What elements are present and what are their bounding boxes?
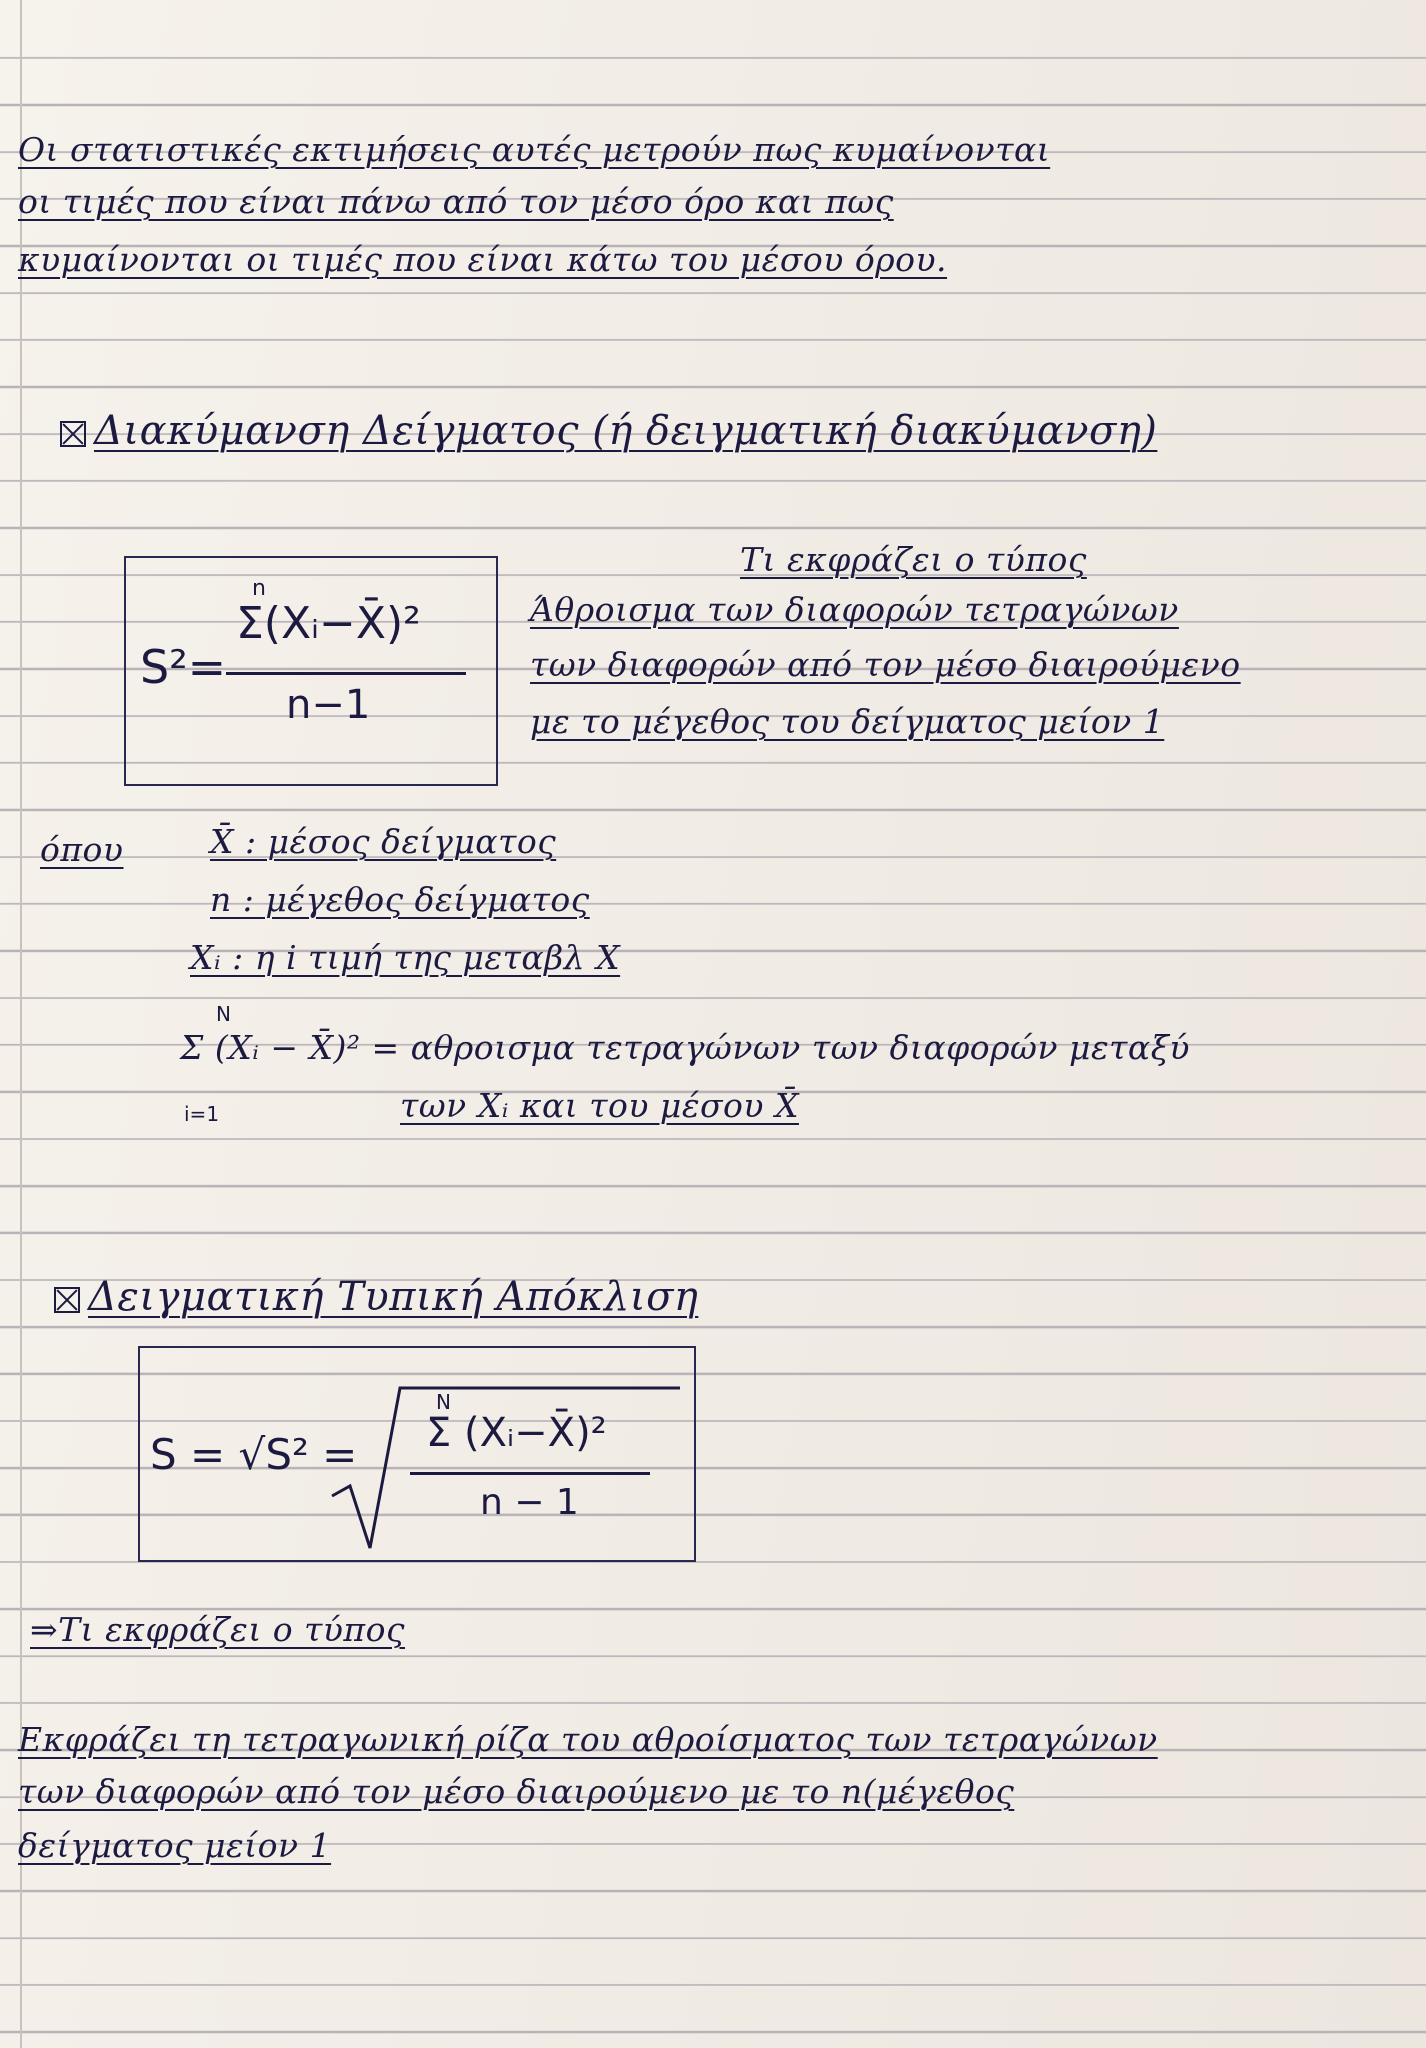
section-2-title: Δειγματική Τυπική Απόκλιση [88,1274,699,1320]
variance-sum-upper: n [252,576,266,601]
std-dev-denominator: n − 1 [480,1482,579,1523]
std-dev-explain-line-1: Εκφράζει τη τετραγωνική ρίζα του αθροίσματος των τετραγώνων [18,1720,1158,1759]
variance-explain-line-3: με το μέγεθος του δείγματος μείον 1 [530,702,1165,741]
variance-numerator: Σ(Xᵢ−X̄)² [236,598,421,649]
sum-def-expression-line-2: των Xᵢ και του μέσου X̄ [400,1086,799,1125]
checkbox-icon [60,421,86,447]
sum-def-expression: Σ (Xᵢ − X̄)² = αθροισμα τετραγώνων των διαφορών μεταξύ [180,1028,1190,1067]
section-1-heading [60,408,1157,454]
intro-line-3: κυμαίνονται οι τιμές που είναι κάτω του μέσου όρου. [18,240,948,279]
std-dev-formula-box [138,1346,696,1562]
variance-fraction-bar [226,672,466,675]
std-dev-explain-line-3: δείγματος μείον 1 [18,1826,332,1865]
intro-line-2: οι τιμές που είναι πάνω από τον μέσο όρο και πως [18,182,894,221]
def-xi: Xᵢ : η i τιμή της μεταβλ X [190,938,621,977]
section-1-title: Διακύμανση Δείγματος (ή δειγματική διακύμανση) [94,408,1158,454]
variance-explain-line-1: Άθροισμα των διαφορών τετραγώνων [530,590,1179,629]
variance-explain-title: Τι εκφράζει ο τύπος [740,540,1087,579]
std-dev-explain-line-2: των διαφορών από τον μέσο διαιρούμενο με το n(μέγεθος [18,1772,1015,1811]
section-2-heading [54,1274,698,1320]
std-dev-fraction-bar [410,1472,650,1475]
variance-explain-line-2: των διαφορών από τον μέσο διαιρούμενο [530,645,1241,684]
std-dev-sum-upper: N [436,1390,451,1414]
variance-formula-box [124,556,498,786]
sum-def-lower: i=1 [184,1102,220,1126]
variance-lhs: S²= [140,640,227,694]
def-mean: X̄ : μέσος δείγματος [210,822,557,861]
std-dev-numerator: Σ (Xᵢ−X̄)² [426,1410,607,1456]
std-dev-explain-title: ⇒Τι εκφράζει ο τύπος [30,1610,405,1649]
checkbox-icon [54,1287,80,1313]
square-root-icon [330,1376,690,1556]
def-sample-size: n : μέγεθος δείγματος [210,880,590,919]
std-dev-lhs: S = √S² = [150,1430,358,1479]
where-label: όπου [40,830,124,869]
variance-denominator: n−1 [286,682,371,728]
sum-def-upper: N [216,1002,231,1026]
intro-line-1: Οι στατιστικές εκτιμήσεις αυτές μετρούν πως κυμαίνονται [18,130,1051,169]
